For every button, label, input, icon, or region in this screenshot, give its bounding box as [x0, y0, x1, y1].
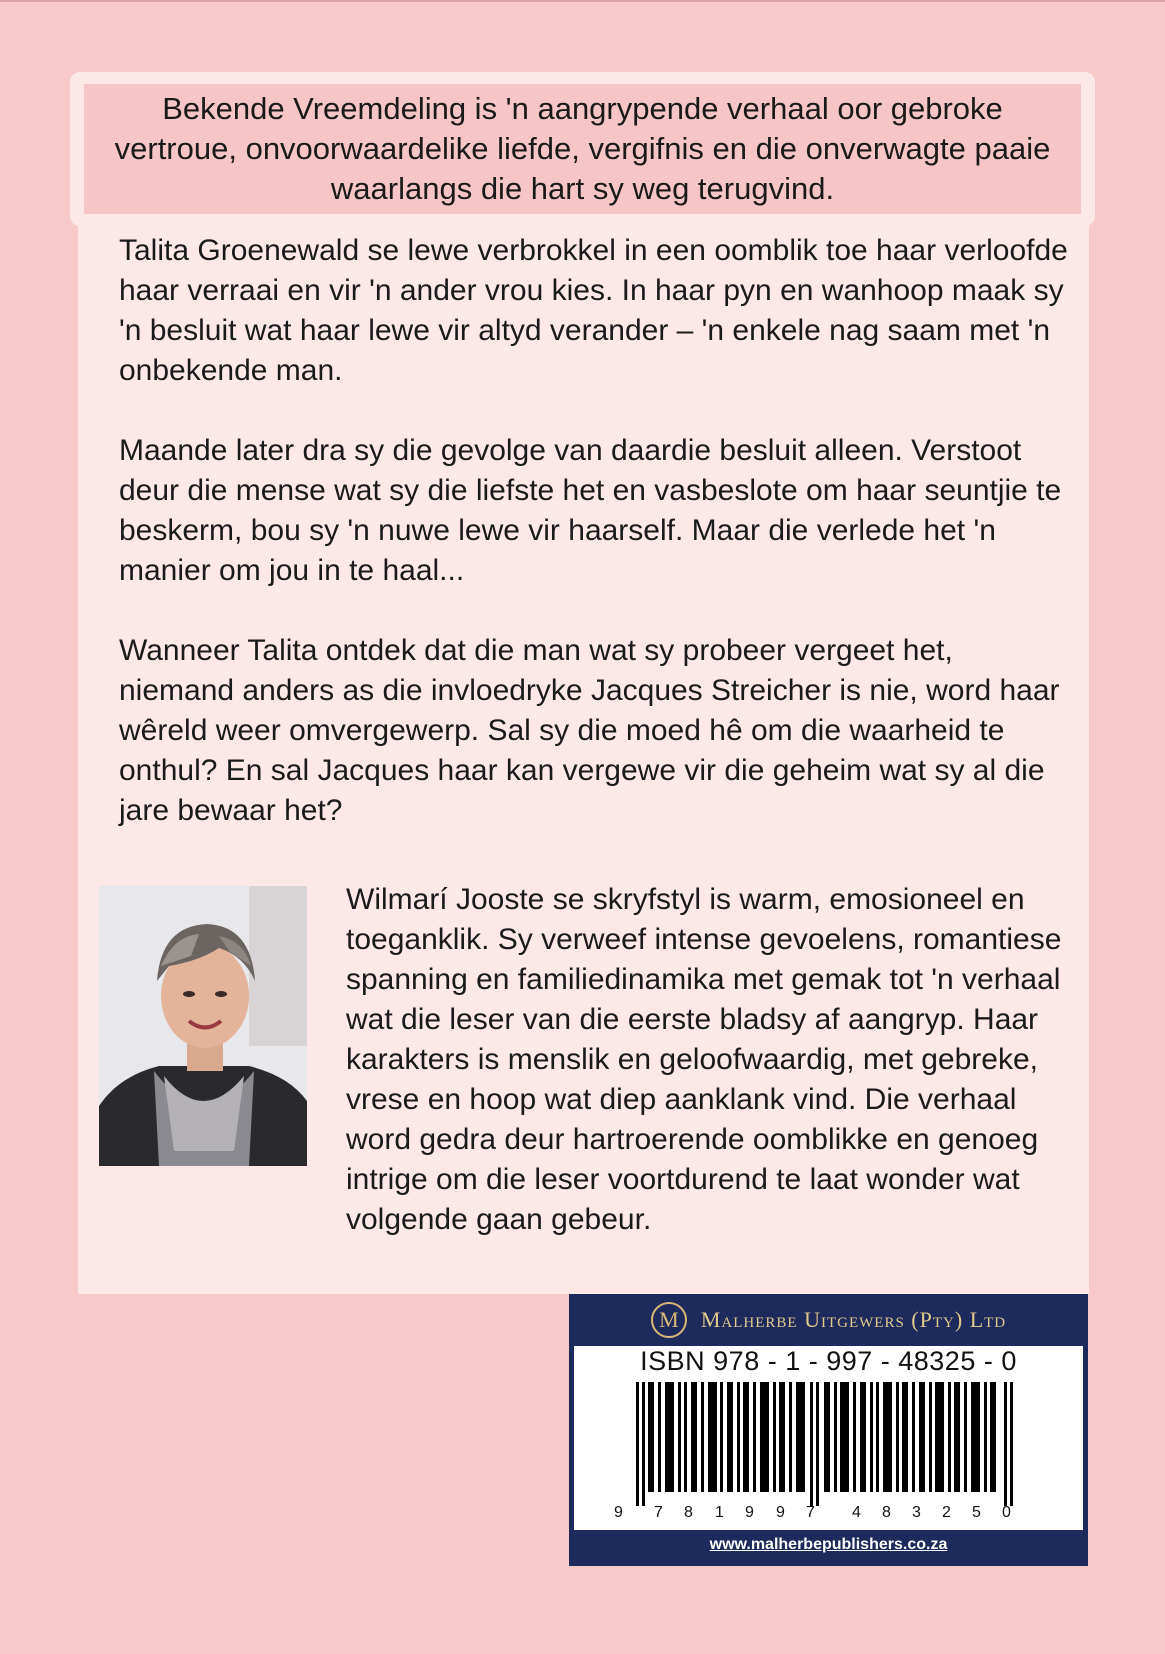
- barcode-digit: 1: [715, 1504, 724, 1521]
- barcode-digit: 8: [684, 1504, 693, 1521]
- barcode-digit: 0: [1002, 1504, 1011, 1521]
- publisher-header: [569, 1294, 1088, 1346]
- publisher-website-link[interactable]: www.malherbepublishers.co.za: [709, 1536, 948, 1553]
- blurb-paragraph-3: Wanneer Talita ontdek dat die man wat sy probeer vergeet het, niemand anders as die invloedryke Jacques Streicher is nie, word haar wêreld weer omvergewerp. Sal sy die moed hê om die waarheid te onthul? En sal Jacques haar kan vergewe vir die geheim wat sy al die jare bewaar het?: [119, 634, 1060, 827]
- barcode-digit: 7: [806, 1504, 815, 1521]
- tagline-box: [70, 72, 1095, 226]
- blurb-paragraph-2: Maande later dra sy die gevolge van daardie besluit alleen. Verstoot deur die mense wat sy die liefste het en vasbeslote om haar seuntjie te beskerm, bou sy 'n nuwe lewe vir haarself. Maar die verlede het 'n manier om jou in te haal...: [119, 434, 1062, 587]
- barcode-digit: 8: [882, 1504, 891, 1521]
- publisher-name: Malherbe Uitgewers (Pty) Ltd: [700, 1307, 1007, 1332]
- barcode-digit: 7: [654, 1504, 663, 1521]
- barcode-area: [574, 1346, 1083, 1530]
- publisher-logo-icon: M: [651, 1302, 687, 1338]
- barcode-digit: 2: [942, 1504, 951, 1521]
- author-photo: [99, 886, 307, 1166]
- blurb-paragraph-1: Talita Groenewald se lewe verbrokkel in een oomblik toe haar verloofde haar verraai en vir 'n ander vrou kies. In haar pyn en wanhoop maak sy 'n besluit wat haar lewe vir altyd verander – 'n enkele nag saam met 'n onbekende man.: [119, 234, 1068, 387]
- tagline: Bekende Vreemdeling is 'n aangrypende verhaal oor gebroke vertroue, onvoorwaardelike liefde, vergifnis en die onverwagte paaie waarlangs die hart sy weg terugvind.: [84, 84, 1081, 214]
- barcode-digit: 9: [776, 1504, 785, 1521]
- barcode-icon: [636, 1382, 1021, 1506]
- barcode-digit: 9: [745, 1504, 754, 1521]
- author-bio: Wilmarí Jooste se skryfstyl is warm, emosioneel en toeganklik. Sy verweef intense gevoelens, romantiese spanning en familiedinamika met gemak tot 'n verhaal wat die leser van die eerste bladsy af aangryp. Haar karakters is menslik en geloofwaardig, met gebreke, vrese en hoop wat diep aanklank vind. Die verhaal word gedra deur hartroerende oomblikke en genoeg intrige om die leser voortdurend te laat wonder wat volgende gaan gebeur.: [346, 883, 1062, 1236]
- barcode-digits: [614, 1504, 1044, 1526]
- isbn-text: ISBN 978 - 1 - 997 - 48325 - 0: [640, 1346, 1017, 1376]
- barcode-digit: 5: [972, 1504, 981, 1521]
- top-border: [0, 0, 1165, 2]
- publisher-band: [569, 1294, 1088, 1566]
- barcode-digit: 4: [852, 1504, 861, 1521]
- barcode-digit: 3: [912, 1504, 921, 1521]
- barcode-digit: 9: [614, 1504, 623, 1521]
